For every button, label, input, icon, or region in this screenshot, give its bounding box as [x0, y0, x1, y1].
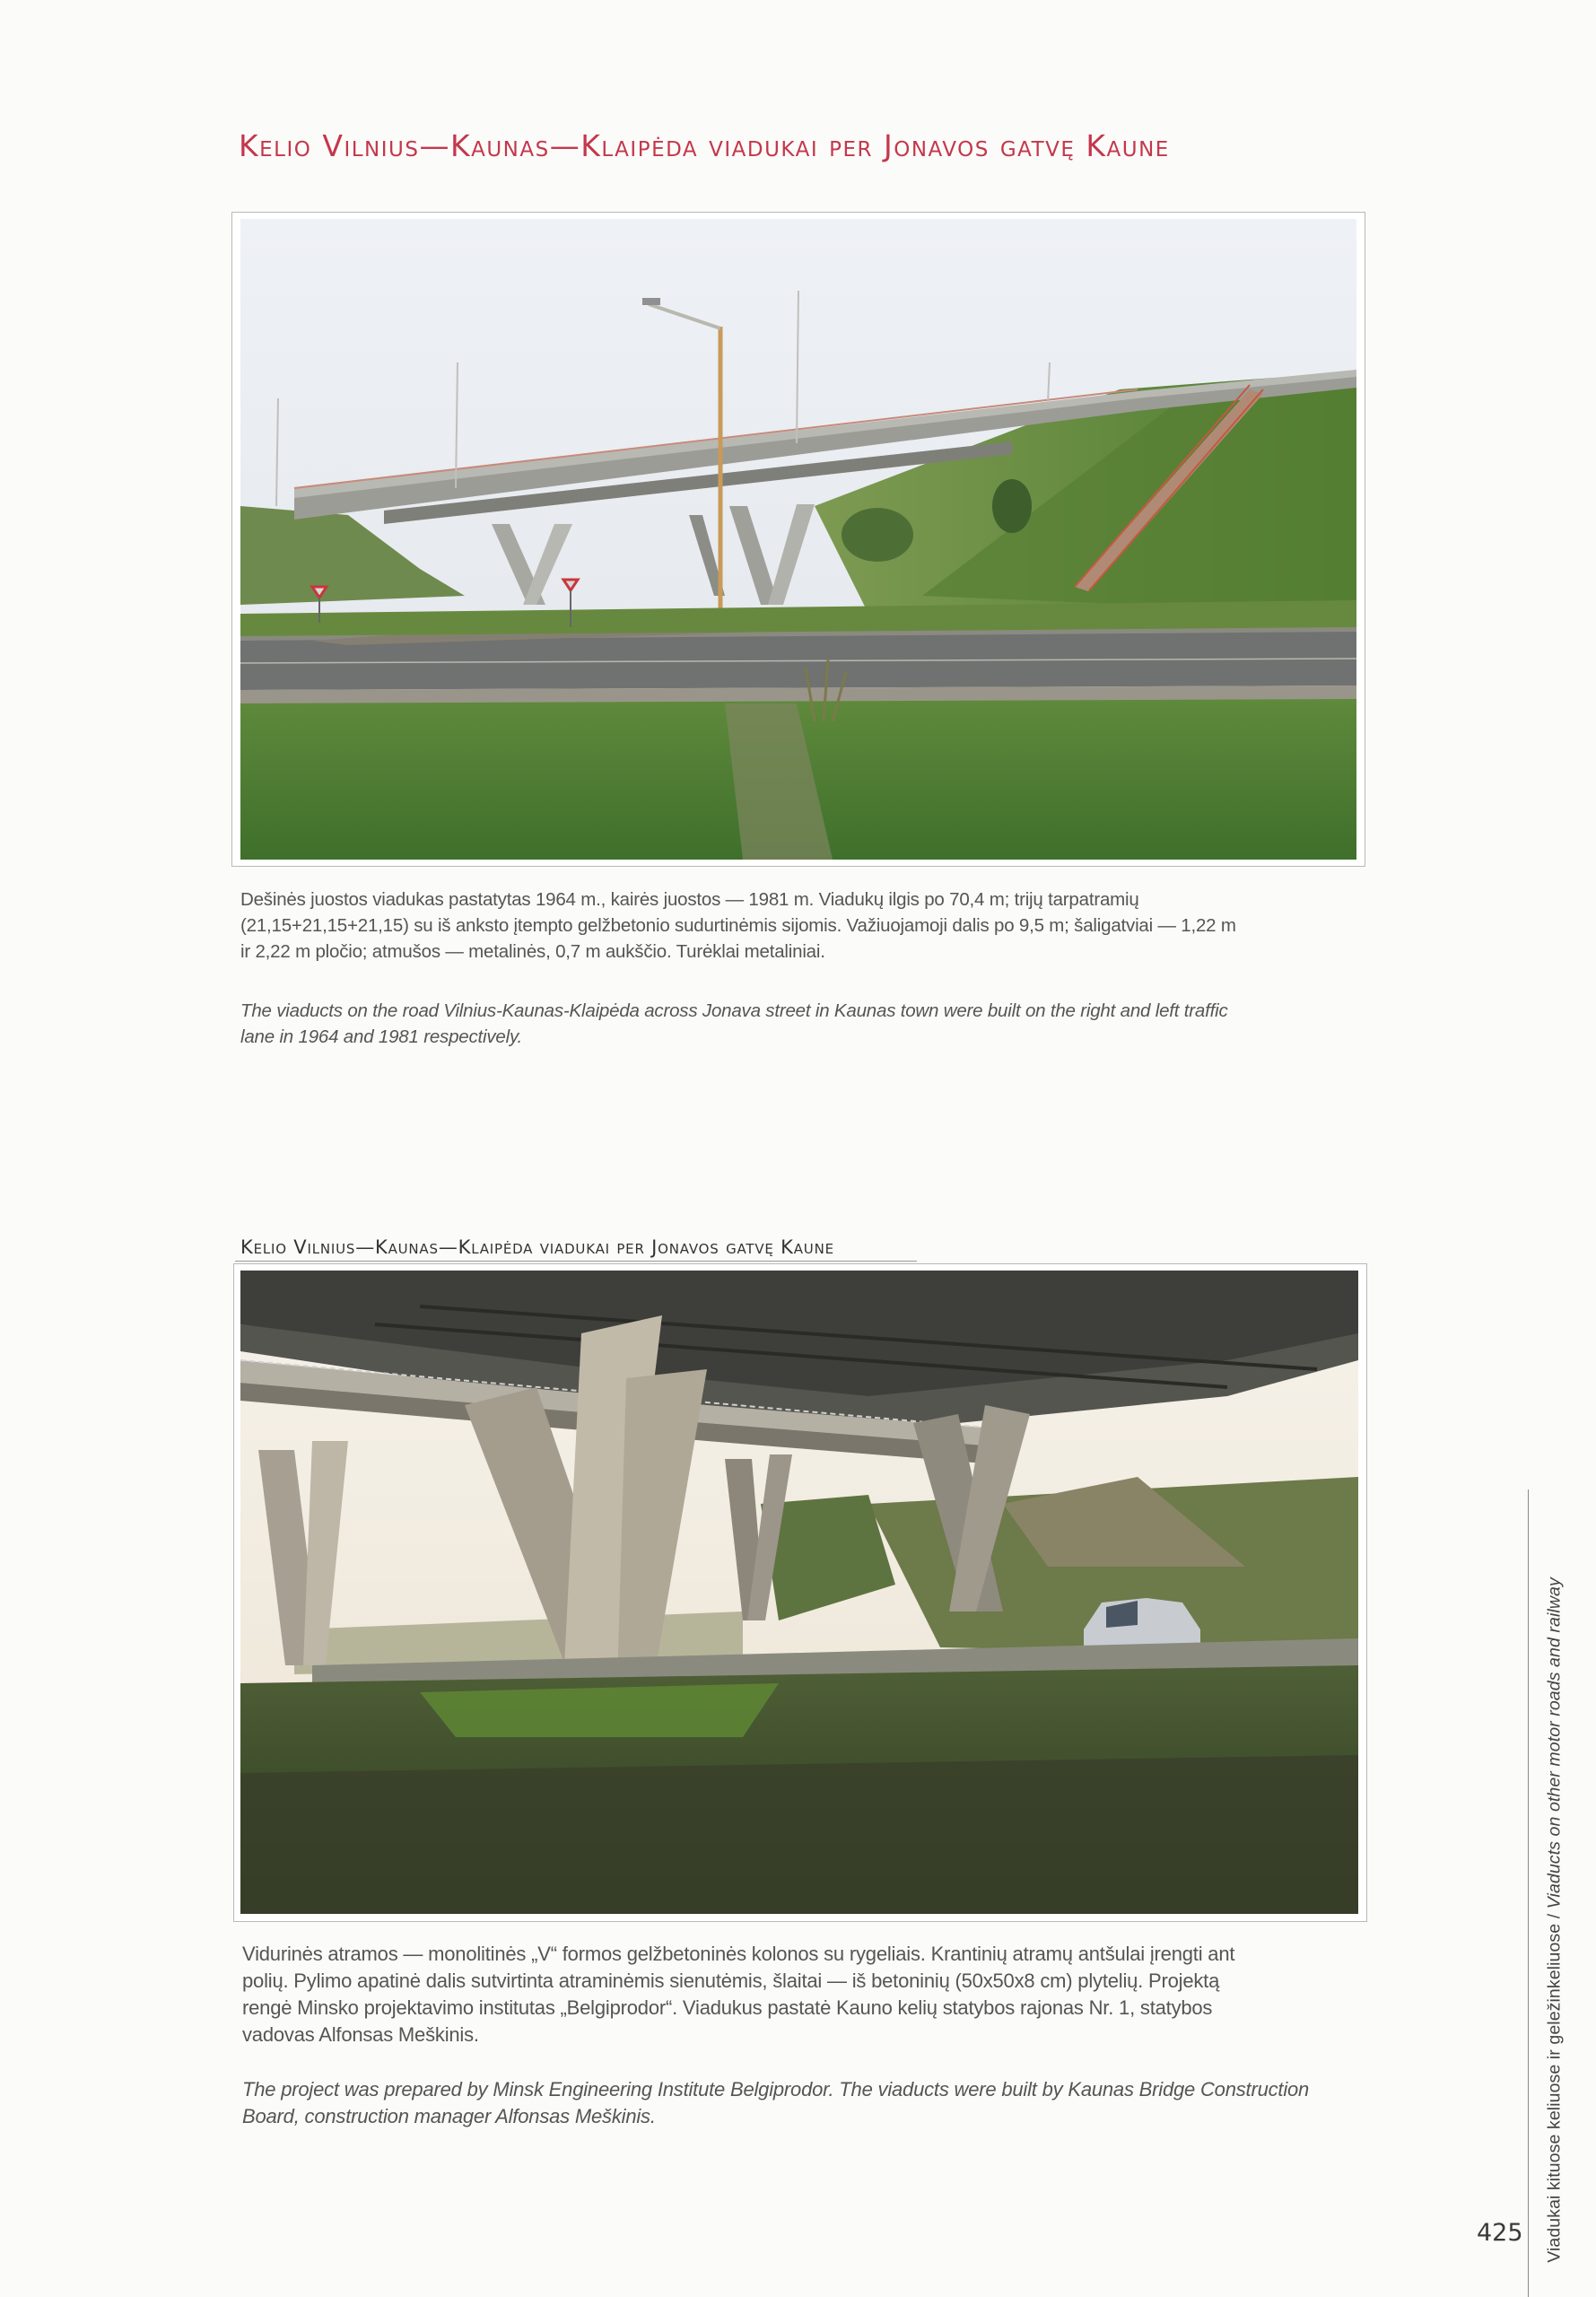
section2-caption-lt — [242, 1941, 1364, 2048]
sidebar-rule — [1528, 1489, 1529, 2297]
caption-line: (21,15+21,15+21,15) su iš anksto įtempto gelžbetonio sudurtinėmis sijomis. Važiuojamoji dalis po 9,5 m; šaligatviai — 1,22 m — [240, 915, 1236, 936]
caption-line: ir 2,22 m pločio; atmušos — metalinės, 0,7 m aukščio. Turėklai metaliniai. — [240, 941, 825, 962]
caption-line: The project was prepared by Minsk Engineering Institute Belgiprodor. The viaducts were built by Kaunas Bridge Construction — [242, 2078, 1310, 2100]
caption-line: Vidurinės atramos — monolitinės „V“ formos gelžbetoninės kolonos su rygeliais. Krantinių atramų antšulai įrengti ant — [242, 1943, 1235, 1965]
section1-caption-lt — [240, 886, 1362, 965]
caption-line: lane in 1964 and 1981 respectively. — [240, 1026, 523, 1047]
page-number: 425 — [1477, 2219, 1523, 2247]
sidebar-separator: / — [1544, 1908, 1565, 1924]
photo1-viaduct-overview — [240, 219, 1356, 860]
photo2-image — [240, 1271, 1358, 1914]
caption-line: Dešinės juostos viadukas pastatytas 1964 m., kairės juostos — 1981 m. Viadukų ilgis po 70,4 m; trijų tarpatramių — [240, 889, 1139, 910]
caption-line: Board, construction manager Alfonsas Meškinis. — [242, 2105, 656, 2127]
photo2-viaduct-underside — [240, 1271, 1358, 1914]
caption-line: The viaducts on the road Vilnius-Kaunas-Klaipėda across Jonava street in Kaunas town were built on the right and left traffic — [240, 1000, 1228, 1021]
photo1-image — [240, 219, 1356, 860]
sidebar-text — [1545, 1577, 1565, 2263]
section1-heading: Kelio Vilnius—Kaunas—Klaipėda viadukai per Jonavos gatvę Kaune — [239, 128, 1170, 163]
sidebar-text-en: Viaducts on other motor roads and railway — [1544, 1577, 1565, 1909]
caption-line: polių. Pylimo apatinė dalis sutvirtinta atraminėmis sienutėmis, šlaitai — iš betoninių (50x50x8 cm) plytelių. Projektą — [242, 1969, 1220, 1992]
sidebar-text-lt: Viadukai kituose keliuose ir geležinkeliuose — [1544, 1923, 1565, 2263]
section2-heading-rule — [235, 1261, 917, 1262]
section2-caption-en — [242, 2076, 1364, 2130]
section1-caption-en — [240, 998, 1362, 1050]
section2-heading: Kelio Vilnius—Kaunas—Klaipėda viadukai per Jonavos gatvę Kaune — [240, 1236, 834, 1258]
caption-line: vadovas Alfonsas Meškinis. — [242, 2023, 479, 2046]
caption-line: rengė Minsko projektavimo institutas „Belgiprodor“. Viadukus pastatė Kauno kelių statybos rajonas Nr. 1, statybos — [242, 1996, 1213, 2019]
